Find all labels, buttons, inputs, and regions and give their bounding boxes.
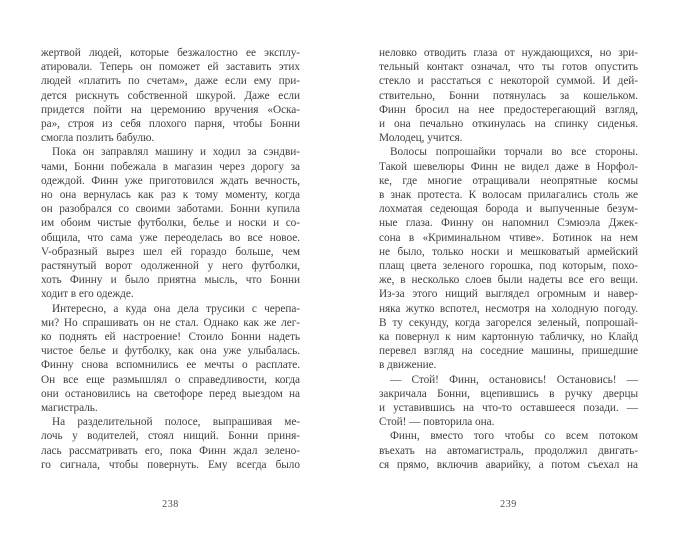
- text-line: неловко отводить глаза от нуждающихся, но зри-: [379, 47, 638, 59]
- text-line: Пока он заправлял машину и ходил за сэндви-: [52, 146, 300, 159]
- text-line: же, в несколько слоев были надеты все его вещи.: [379, 274, 638, 287]
- text-line: чами, Бонни побежала в магазин через дорогу за: [41, 160, 300, 173]
- text-line: и уставившись на что-то оставшееся позади. —: [379, 402, 638, 415]
- text-line: лочь у водителей, стоял нищий. Бонни приня-: [41, 430, 300, 443]
- text-line: лась рассматривать его, пока Финн ждал зелено-: [41, 444, 300, 457]
- text-line: ные глаза. Финну он напомнил Сэмюэла Джек-: [379, 217, 638, 230]
- text-line: закричала Бонни, вцепившись в ручку дверцы: [379, 387, 638, 400]
- text-line: ся прямо, включив аварийку, а потом съехал на: [379, 458, 638, 471]
- text-line: Он все еще размышлял о справедливости, когда: [41, 373, 300, 386]
- text-line: Интересно, а куда она дела трусики с черепа-: [52, 302, 300, 315]
- text-line: общила, что сама уже переоделась во все новое.: [41, 231, 300, 244]
- text-line: он разобрался со своими заботами. Бонни купила: [41, 203, 300, 216]
- page-right-number: 239: [500, 499, 517, 510]
- text-line: лохматая седеющая борода и выпученные безум-: [379, 203, 638, 216]
- page-left-text: [41, 46, 300, 472]
- text-line: смогла позлить бабулю.: [41, 132, 155, 145]
- text-line: Финн, вместо того чтобы со всем потоком: [390, 430, 638, 443]
- text-line: растянутый ворот одолженной у него футболки,: [41, 260, 300, 273]
- text-line: го сигнала, чтобы повернуть. Ему всегда было: [41, 458, 300, 471]
- text-line: стекло и расстаться с некоторой суммой. И дей-: [379, 75, 638, 88]
- text-line: людей «платить по счетам», даже если ему при-: [41, 75, 300, 88]
- text-line: магистраль.: [41, 402, 98, 415]
- text-line: они остановились на светофоре перед выездом на: [41, 387, 300, 400]
- text-line: ко поднять ей настроение! Стоило Бонни надеть: [41, 331, 300, 344]
- text-line: В ту секунду, когда загорелся зеленый, попрошай-: [379, 316, 638, 329]
- text-line: Молодец, учится.: [379, 132, 463, 145]
- text-line: одеждой. Финн уже приготовился ждать вечность,: [41, 174, 300, 187]
- text-line: не было, только носки и мешковатый армейский: [379, 245, 638, 258]
- text-line: въехать на автомагистраль, продолжил двигать-: [379, 444, 638, 457]
- page-left: [41, 0, 300, 539]
- text-line: ка повернул к ним картонную табличку, но Клайд: [379, 331, 638, 344]
- page-left-number: 238: [162, 499, 179, 510]
- text-line: плащ цвета зеленого горошка, под которым, похо-: [379, 260, 638, 273]
- text-line: жертвой людей, которые безжалостно ее эксплу-: [41, 47, 300, 59]
- text-line: Финну снова вспомнились ее мечты о расплате.: [41, 359, 300, 372]
- text-line: и она печально откинулась на спинку сиденья.: [379, 118, 638, 131]
- text-line: перевел взгляд на соседние машины, пришедшие: [379, 345, 638, 358]
- text-line: ми? Но спрашивать он не стал. Однако как же лег-: [41, 316, 300, 329]
- text-line: им обоим чистые футболки, белье и носки и со-: [41, 217, 300, 230]
- text-line: дется рискнуть собственной шкурой. Даже если: [41, 89, 300, 102]
- text-line: няка жутко вспотел, несмотря на холодную погоду.: [379, 302, 638, 315]
- text-line: — Стой! Финн, остановись! Остановись! —: [390, 373, 638, 386]
- text-line: Такой шевелюры Финн не видел даже в Норфол-: [379, 160, 638, 173]
- text-line: Стой! — повторила она.: [379, 416, 495, 429]
- text-line: На разделительной полосе, выпрашивая ме-: [52, 416, 300, 429]
- page-right: [379, 0, 638, 539]
- text-line: Волосы попрошайки торчали во все стороны.: [390, 146, 638, 159]
- text-line: ке, где многие отращивали неопрятные космы: [379, 174, 638, 187]
- text-line: ра», строя из себя плохого парня, чтобы Бонни: [41, 118, 300, 131]
- text-line: сона в «Криминальном чтиве». Ботинок на нем: [379, 231, 638, 244]
- text-line: в знак протеста. К волосам прилагались столь же: [379, 189, 638, 202]
- text-line: чистое белье и футболку, как она уже улыбалась.: [41, 345, 300, 358]
- text-line: придется пойти на церемонию вручения «Оска-: [41, 103, 300, 116]
- text-line: атировали. Теперь он поможет ей заставить этих: [41, 61, 300, 74]
- text-line: Из-за этого нищий выглядел огромным и навер-: [379, 288, 638, 301]
- page-right-text: [379, 46, 638, 472]
- text-line: но она вернулась как раз к тому моменту, когда: [41, 189, 300, 202]
- text-line: тельный контакт означал, что ты готов опустить: [379, 61, 638, 74]
- text-line: хоть Финну и было приятна мысль, что Бонни: [41, 274, 300, 287]
- text-line: ходит в его одежде.: [41, 288, 134, 301]
- text-line: Финн бросил на нее предостерегающий взгляд,: [379, 103, 638, 116]
- text-line: в движение.: [379, 359, 437, 372]
- text-line: ствительно, Бонни потянулась за кошельком.: [379, 89, 638, 102]
- text-line: V-образный вырез шел ей гораздо больше, чем: [41, 245, 300, 258]
